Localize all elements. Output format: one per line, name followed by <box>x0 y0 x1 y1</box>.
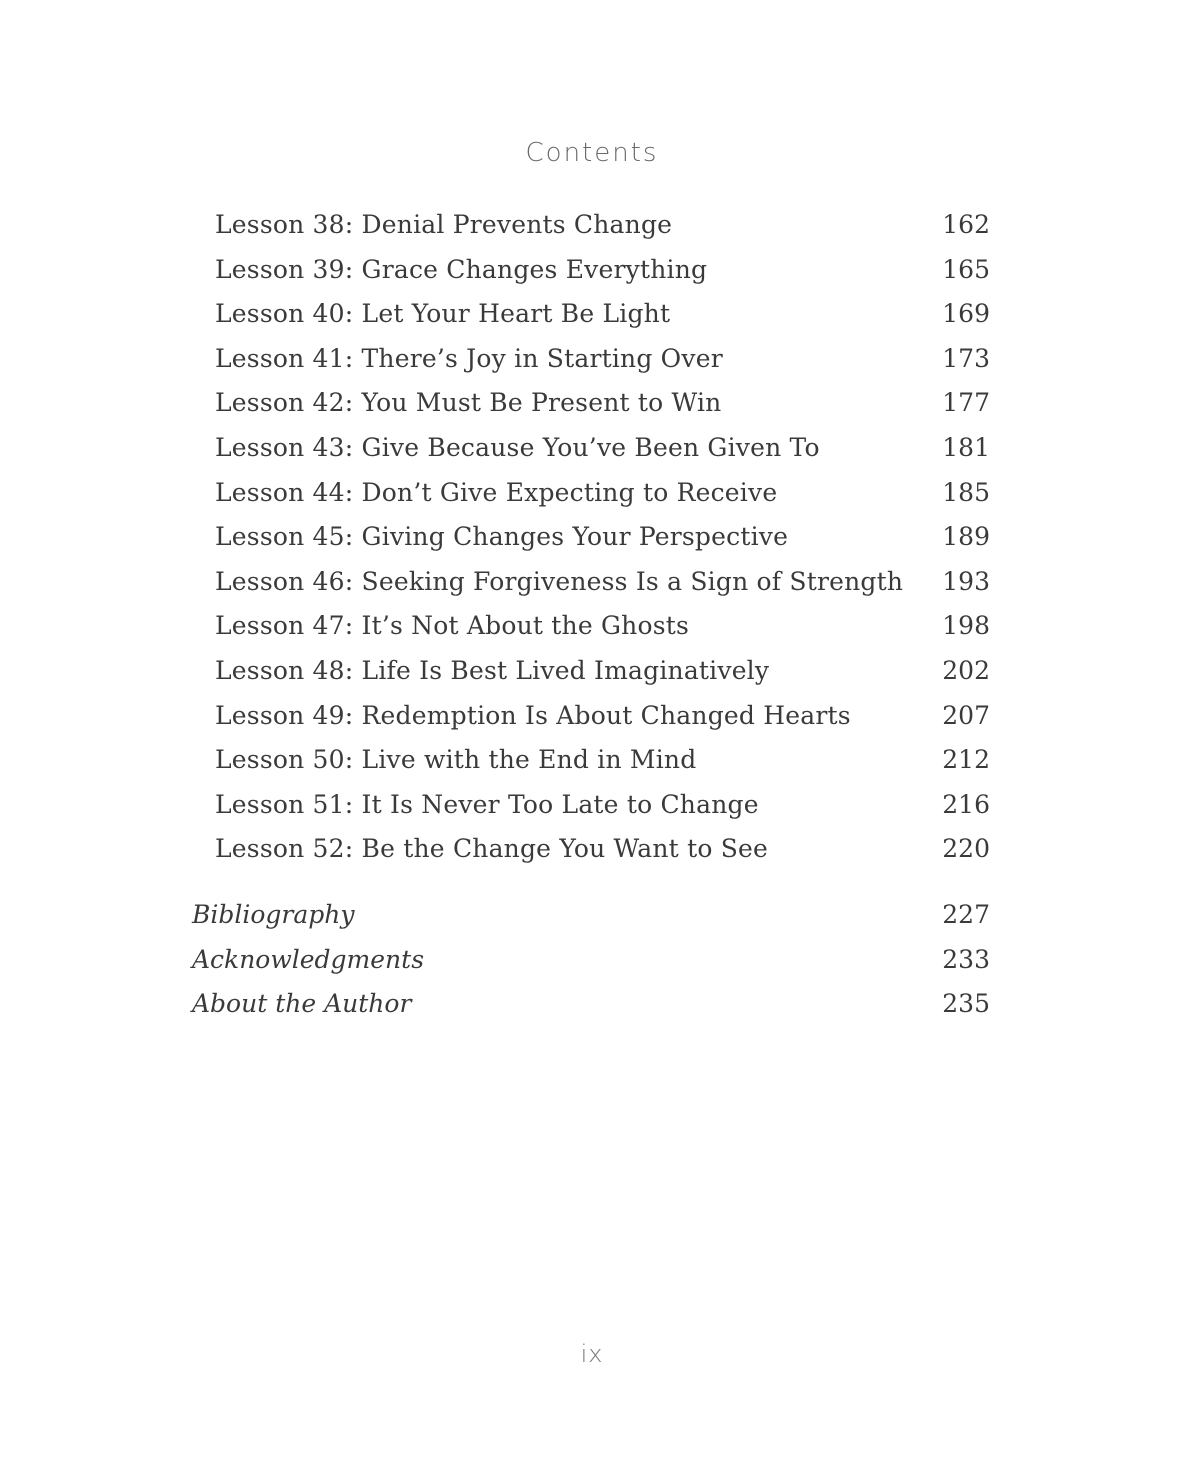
page-title: Contents <box>525 138 659 168</box>
toc-entry-title: Lesson 39: Grace Changes Everything <box>215 254 708 284</box>
toc-entry-page: 165 <box>942 254 990 284</box>
toc-entry-title: Lesson 47: It’s Not About the Ghosts <box>215 611 690 641</box>
toc-entry-page: 233 <box>942 944 990 974</box>
toc-entry-title: About the Author <box>192 989 412 1019</box>
page-number: ix <box>580 1340 604 1368</box>
toc-entry-lesson-50[interactable] <box>215 738 990 783</box>
toc-entry-page: 220 <box>942 834 990 864</box>
toc-entry-bibliography[interactable] <box>192 893 990 938</box>
toc-entry-title: Lesson 50: Live with the End in Mind <box>215 745 697 775</box>
toc-entry-title: Lesson 49: Redemption Is About Changed Hearts <box>215 700 851 730</box>
toc-entry-title: Lesson 41: There’s Joy in Starting Over <box>215 343 723 373</box>
toc-entry-title: Lesson 46: Seeking Forgiveness Is a Sign of Strength <box>215 566 904 596</box>
toc-entry-lesson-43[interactable] <box>215 426 990 471</box>
toc-entry-lesson-46[interactable] <box>215 560 990 605</box>
toc-entry-title: Lesson 48: Life Is Best Lived Imaginatively <box>215 655 770 685</box>
toc-entry-page: 198 <box>942 611 990 641</box>
toc-entry-title: Bibliography <box>192 900 355 929</box>
toc-entry-title: Lesson 42: You Must Be Present to Win <box>215 388 722 418</box>
toc-entry-title: Acknowledgments <box>192 944 425 974</box>
toc-entry-lesson-45[interactable] <box>215 515 990 560</box>
toc-entry-page: 216 <box>942 789 990 819</box>
toc-entry-lesson-51[interactable] <box>215 783 990 828</box>
toc-entry-lesson-47[interactable] <box>215 604 990 649</box>
back-matter-list <box>192 893 990 1027</box>
toc-entry-about-the-author[interactable] <box>192 982 990 1027</box>
toc-entry-title: Lesson 51: It Is Never Too Late to Change <box>215 789 759 819</box>
toc-entry-lesson-44[interactable] <box>215 471 990 516</box>
toc-entry-page: 212 <box>942 745 990 775</box>
toc-entry-lesson-39[interactable] <box>215 248 990 293</box>
toc-entry-lesson-52[interactable] <box>215 827 990 872</box>
toc-entry-title: Lesson 52: Be the Change You Want to See <box>215 834 769 864</box>
toc-entry-page: 173 <box>942 343 990 373</box>
toc-entry-acknowledgments[interactable] <box>192 938 990 983</box>
toc-entry-lesson-40[interactable] <box>215 292 990 337</box>
toc-entry-page: 202 <box>942 655 990 685</box>
toc-entry-lesson-41[interactable] <box>215 337 990 382</box>
toc-entry-page: 227 <box>942 900 990 929</box>
toc-entry-page: 185 <box>942 477 990 507</box>
toc-entry-lesson-48[interactable] <box>215 649 990 694</box>
toc-entry-lesson-49[interactable] <box>215 694 990 739</box>
toc-entry-title: Lesson 43: Give Because You’ve Been Given To <box>215 432 820 462</box>
toc-entry-page: 235 <box>942 989 990 1019</box>
toc-entry-page: 207 <box>942 700 990 730</box>
toc-entry-page: 169 <box>942 299 990 329</box>
toc-entry-lesson-42[interactable] <box>215 381 990 426</box>
toc-entry-title: Lesson 38: Denial Prevents Change <box>215 210 673 239</box>
toc-entry-page: 193 <box>942 566 990 596</box>
lesson-list <box>215 203 990 872</box>
toc-entry-page: 189 <box>942 522 990 552</box>
toc-entry-page: 181 <box>942 432 990 462</box>
toc-entry-title: Lesson 44: Don’t Give Expecting to Receive <box>215 477 778 507</box>
toc-entry-lesson-38[interactable] <box>215 203 990 248</box>
toc-entry-title: Lesson 40: Let Your Heart Be Light <box>215 299 671 329</box>
toc-entry-title: Lesson 45: Giving Changes Your Perspective <box>215 522 789 552</box>
toc-entry-page: 162 <box>942 210 990 239</box>
toc-entry-page: 177 <box>942 388 990 418</box>
